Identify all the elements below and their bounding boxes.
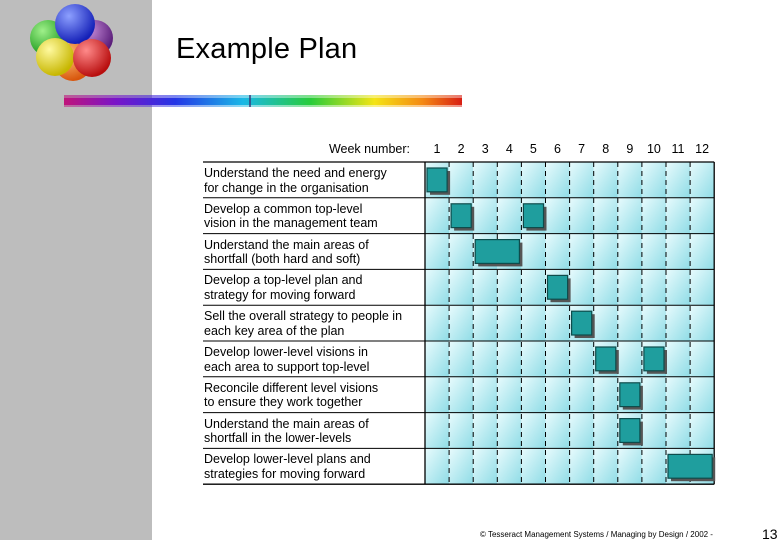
gantt-cell <box>666 269 690 305</box>
task-label <box>204 202 436 231</box>
gantt-cell <box>594 234 618 270</box>
task-label-line: Reconcile different level visions <box>204 380 379 395</box>
gantt-cell <box>570 413 594 449</box>
gantt-cell <box>690 305 714 341</box>
gantt-cell <box>618 377 642 413</box>
task-label <box>204 238 436 267</box>
gantt-cell <box>473 448 497 484</box>
gantt-cell <box>690 341 714 377</box>
week-number-label: Week number: <box>328 142 410 156</box>
gantt-cell <box>594 198 618 234</box>
gantt-cell <box>618 341 642 377</box>
task-label-line: Develop lower-level visions in <box>204 345 368 359</box>
gantt-cell <box>570 162 594 198</box>
gantt-cell <box>546 234 570 270</box>
page-number: 13 <box>762 526 778 542</box>
gantt-cell <box>497 269 521 305</box>
task-label-line: shortfall (both hard and soft) <box>204 252 361 267</box>
gantt-cell <box>690 377 714 413</box>
task-bar-shadow <box>671 457 715 481</box>
gantt-cell <box>570 341 594 377</box>
gantt-cell <box>521 198 545 234</box>
gantt-cell <box>521 448 545 484</box>
gantt-cell <box>594 269 618 305</box>
gantt-cell <box>473 198 497 234</box>
gantt-cell <box>690 413 714 449</box>
gantt-cell <box>521 305 545 341</box>
gantt-cell <box>690 269 714 305</box>
gantt-cell <box>666 162 690 198</box>
task-label-line: each key area of the plan <box>204 323 345 338</box>
task-bar-shadow <box>623 386 643 410</box>
gantt-cell <box>497 305 521 341</box>
gantt-cell <box>497 448 521 484</box>
task-label-line: for change in the organisation <box>204 180 369 195</box>
gantt-cell <box>473 305 497 341</box>
gantt-cell <box>521 269 545 305</box>
gantt-cell <box>642 269 666 305</box>
task-bar <box>596 347 616 371</box>
task-label <box>204 345 436 374</box>
gantt-cell <box>666 305 690 341</box>
gantt-cell <box>642 198 666 234</box>
gantt-cell <box>497 377 521 413</box>
week-number: 12 <box>695 142 710 156</box>
task-bar <box>475 240 519 264</box>
task-label-line: Understand the main areas of <box>204 237 369 252</box>
task-bar <box>620 419 640 443</box>
task-label-line: each area to support top-level <box>204 359 370 374</box>
gantt-cell <box>497 341 521 377</box>
gantt-cell <box>618 413 642 449</box>
gantt-cell <box>594 341 618 377</box>
gantt-cell <box>521 377 545 413</box>
task-label <box>204 417 436 446</box>
gantt-cell <box>473 377 497 413</box>
gantt-cell <box>642 341 666 377</box>
gantt-cell <box>497 198 521 234</box>
gantt-cell <box>690 448 714 484</box>
colored-spheres-logo-icon <box>28 0 128 92</box>
gantt-cell <box>521 234 545 270</box>
gantt-cell <box>642 162 666 198</box>
week-number: 7 <box>578 142 586 156</box>
gantt-cell <box>594 162 618 198</box>
task-label <box>204 381 436 410</box>
gantt-cell <box>521 413 545 449</box>
week-number: 5 <box>529 142 537 156</box>
gantt-cell <box>449 269 473 305</box>
gantt-cell <box>618 269 642 305</box>
gantt-cell <box>521 341 545 377</box>
gantt-cell <box>449 341 473 377</box>
task-label-line: Sell the overall strategy to people in <box>204 309 403 324</box>
gantt-cell <box>690 234 714 270</box>
gantt-cell <box>594 448 618 484</box>
week-number: 4 <box>505 142 513 156</box>
task-bar-shadow <box>575 314 595 338</box>
gantt-cell <box>666 377 690 413</box>
task-label-line: strategy for moving forward <box>204 287 356 302</box>
rainbow-divider <box>64 95 462 107</box>
task-label-line: Develop lower-level plans and <box>204 452 371 467</box>
task-bar-shadow <box>599 350 619 374</box>
gantt-cell <box>473 341 497 377</box>
gantt-cell <box>473 234 497 270</box>
gantt-cell <box>449 448 473 484</box>
gantt-cell <box>473 269 497 305</box>
task-label-line: strategies for moving forward <box>204 466 366 481</box>
gantt-cell <box>666 198 690 234</box>
task-label-line: Develop a top-level plan and <box>204 273 363 288</box>
task-bar-shadow <box>647 350 667 374</box>
task-label-line: to ensure they work together <box>204 395 363 410</box>
gantt-cell <box>618 305 642 341</box>
gantt-cell <box>449 198 473 234</box>
task-label-line: shortfall in the lower-levels <box>204 431 352 446</box>
task-label <box>204 309 436 338</box>
task-label <box>204 452 436 481</box>
task-bar <box>644 347 664 371</box>
footer-copyright: © Tesseract Management Systems / Managing by Design / 2002 - <box>480 530 713 539</box>
gantt-cell <box>546 305 570 341</box>
gantt-cell <box>570 448 594 484</box>
gantt-cell <box>666 448 690 484</box>
gantt-cell <box>570 377 594 413</box>
gantt-cell <box>666 234 690 270</box>
week-number: 6 <box>554 142 561 156</box>
gantt-cell <box>449 305 473 341</box>
week-number: 3 <box>481 142 489 156</box>
task-bar-shadow <box>551 278 571 302</box>
gantt-cell <box>618 162 642 198</box>
gantt-cell <box>642 377 666 413</box>
task-bar <box>620 383 640 407</box>
gantt-cell <box>618 198 642 234</box>
week-number: 2 <box>457 142 465 156</box>
gantt-cell <box>546 377 570 413</box>
gantt-cell <box>546 162 570 198</box>
gantt-cell <box>546 413 570 449</box>
gantt-cell <box>546 198 570 234</box>
task-bar <box>668 454 712 478</box>
gantt-cell <box>449 162 473 198</box>
gantt-cell <box>473 162 497 198</box>
week-number: 9 <box>626 142 634 156</box>
task-bar <box>572 311 592 335</box>
task-bar-shadow <box>623 422 643 446</box>
gantt-cell <box>690 162 714 198</box>
gantt-cell <box>666 413 690 449</box>
task-label <box>204 166 436 195</box>
gantt-cell <box>546 448 570 484</box>
task-bar-shadow <box>478 243 522 267</box>
gantt-cell <box>690 198 714 234</box>
task-bar-shadow <box>526 207 546 231</box>
gantt-cell <box>570 269 594 305</box>
task-label <box>204 273 436 302</box>
gantt-cell <box>449 413 473 449</box>
gantt-cell <box>642 305 666 341</box>
gantt-cell <box>546 269 570 305</box>
task-label-line: Understand the main areas of <box>204 416 369 431</box>
gantt-cell <box>449 234 473 270</box>
week-number: 11 <box>671 142 685 156</box>
task-bar-shadow <box>454 207 474 231</box>
gantt-cell <box>473 413 497 449</box>
gantt-cell <box>642 234 666 270</box>
gantt-cell <box>570 305 594 341</box>
gantt-cell <box>570 198 594 234</box>
gantt-cell <box>642 448 666 484</box>
gantt-cell <box>546 341 570 377</box>
task-bar <box>451 204 471 228</box>
week-number: 1 <box>433 142 441 156</box>
task-label-line: Develop a common top-level <box>204 201 363 216</box>
week-number: 8 <box>602 142 610 156</box>
gantt-cell <box>570 234 594 270</box>
gantt-cell <box>618 448 642 484</box>
week-number: 10 <box>646 142 661 156</box>
task-bar <box>548 275 568 299</box>
gantt-cell <box>642 413 666 449</box>
gantt-cell <box>594 413 618 449</box>
gantt-cell <box>594 305 618 341</box>
gantt-cell <box>618 234 642 270</box>
gantt-cell <box>497 162 521 198</box>
gantt-cell <box>449 377 473 413</box>
slide-title: Example Plan <box>176 33 358 65</box>
gantt-cell <box>521 162 545 198</box>
task-label-line: vision in the management team <box>204 216 378 231</box>
gantt-cell <box>594 377 618 413</box>
gantt-cell <box>497 413 521 449</box>
gantt-cell <box>497 234 521 270</box>
task-bar <box>523 204 543 228</box>
task-label-line: Understand the need and energy <box>204 166 387 180</box>
gantt-cell <box>666 341 690 377</box>
